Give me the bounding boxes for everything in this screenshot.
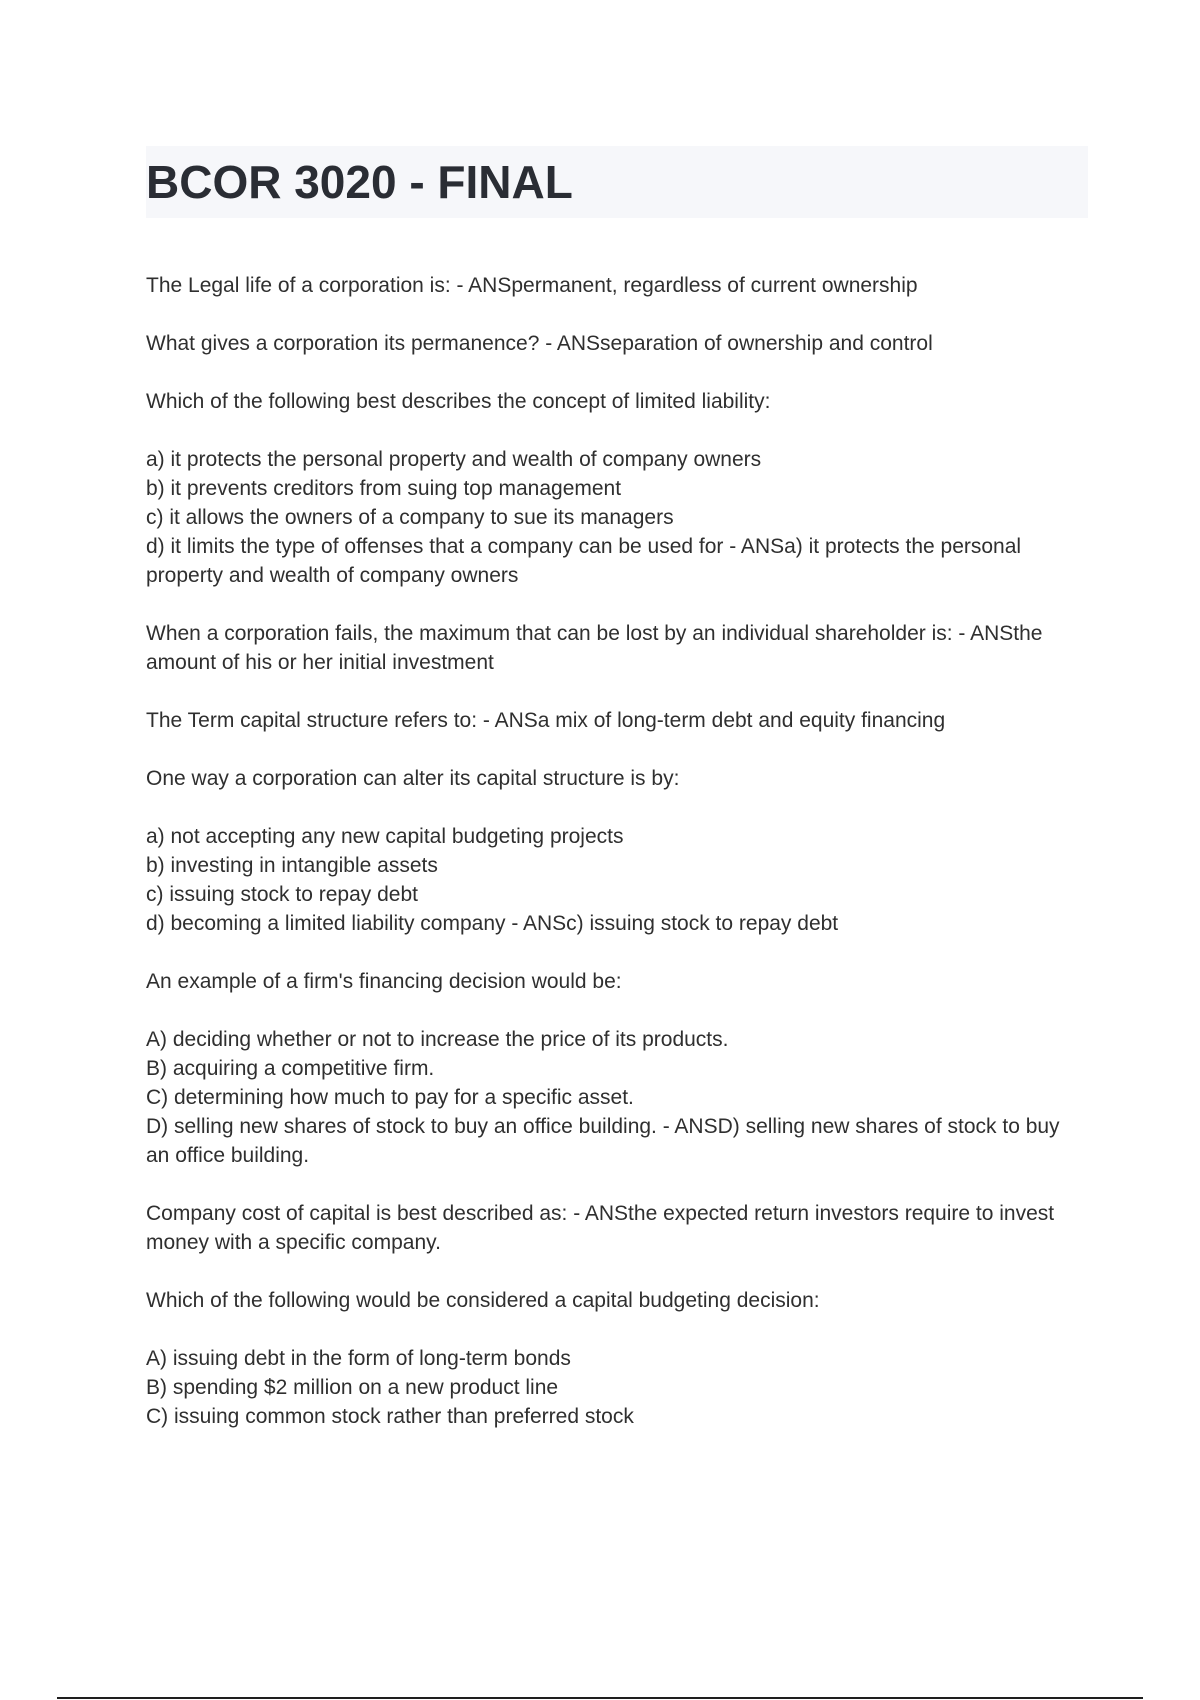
option-line: C) determining how much to pay for a specific asset. [146, 1086, 634, 1109]
option-line: B) acquiring a competitive firm. [146, 1057, 435, 1080]
paragraph [146, 1199, 1086, 1257]
paragraph [146, 967, 1086, 996]
paragraph [146, 387, 1086, 416]
text-line: Company cost of capital is best described as: - ANSthe expected return investors require to invest money with a specific company. [146, 1202, 1060, 1254]
paragraph [146, 764, 1086, 793]
paragraph [146, 271, 1086, 300]
text-line: The Term capital structure refers to: - ANSa mix of long-term debt and equity financing [146, 709, 946, 732]
option-line: C) issuing common stock rather than preferred stock [146, 1405, 634, 1428]
text-line: One way a corporation can alter its capital structure is by: [146, 767, 680, 790]
answer-options [146, 445, 1086, 590]
option-line: b) investing in intangible assets [146, 854, 438, 877]
footer-rule [57, 1697, 1143, 1699]
paragraph [146, 329, 1086, 358]
option-line: a) not accepting any new capital budgeting projects [146, 825, 624, 848]
option-line: d) becoming a limited liability company - ANSc) issuing stock to repay debt [146, 912, 839, 935]
paragraph [146, 706, 1086, 735]
text-line: The Legal life of a corporation is: - ANSpermanent, regardless of current ownership [146, 274, 918, 297]
option-line: A) deciding whether or not to increase the price of its products. [146, 1028, 729, 1051]
answer-options [146, 1025, 1086, 1170]
answer-options [146, 1344, 1086, 1431]
option-line: c) issuing stock to repay debt [146, 883, 418, 906]
option-line: c) it allows the owners of a company to sue its managers [146, 506, 674, 529]
paragraph [146, 1286, 1086, 1315]
option-line: A) issuing debt in the form of long-term bonds [146, 1347, 571, 1370]
option-line: d) it limits the type of offenses that a company can be used for - ANSa) it protects the personal property and wealth of company owners [146, 535, 1027, 587]
option-line: b) it prevents creditors from suing top management [146, 477, 622, 500]
text-line: When a corporation fails, the maximum that can be lost by an individual shareholder is: - ANSthe amount of his or her initial investment [146, 622, 1049, 674]
option-line: a) it protects the personal property and wealth of company owners [146, 448, 762, 471]
text-line: What gives a corporation its permanence? - ANSseparation of ownership and control [146, 332, 933, 355]
text-line: Which of the following would be considered a capital budgeting decision: [146, 1289, 820, 1312]
option-line: B) spending $2 million on a new product line [146, 1376, 559, 1399]
text-line: An example of a firm's financing decision would be: [146, 970, 622, 993]
document-body [146, 271, 1086, 1460]
paragraph [146, 619, 1086, 677]
text-line: Which of the following best describes the concept of limited liability: [146, 390, 771, 413]
document-title: BCOR 3020 - FINAL [146, 156, 573, 208]
option-line: D) selling new shares of stock to buy an office building. - ANSD) selling new shares of stock to buy an office building. [146, 1115, 1066, 1167]
answer-options [146, 822, 1086, 938]
